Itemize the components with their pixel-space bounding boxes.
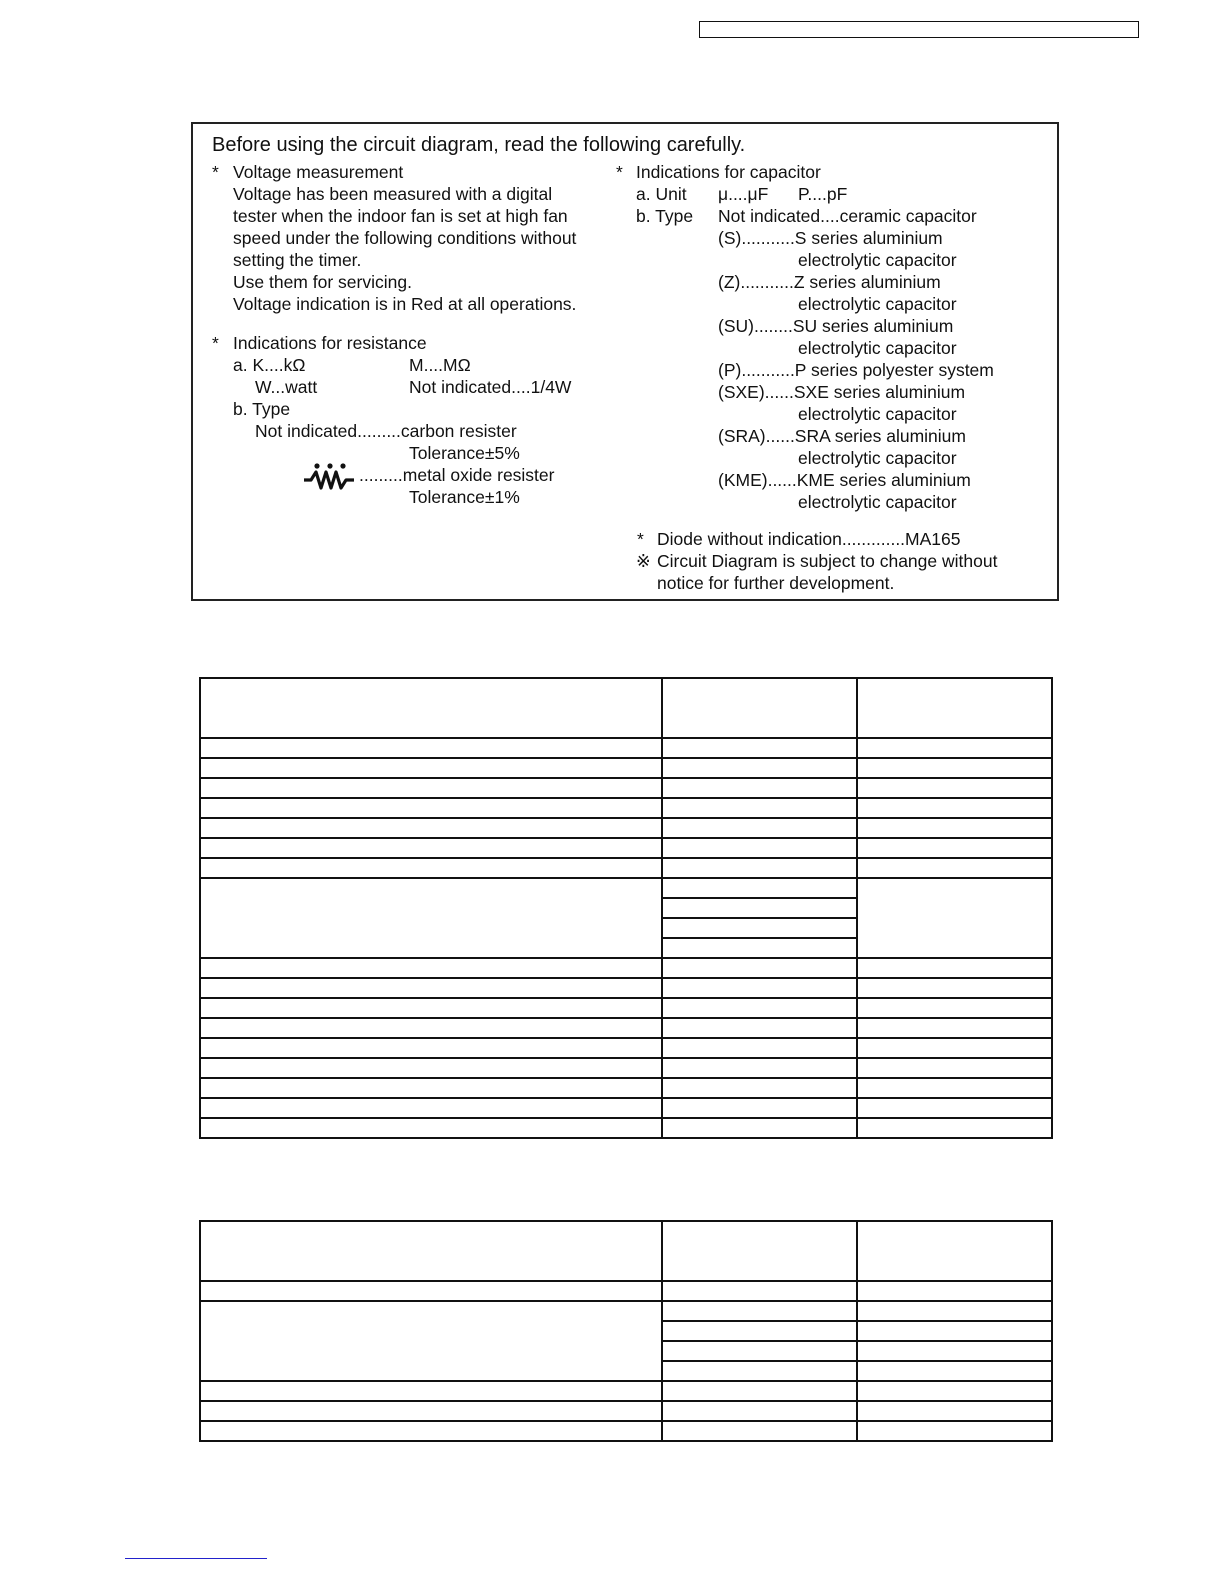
table-row — [200, 818, 1052, 838]
table-row — [200, 1381, 1052, 1401]
bullet: * — [212, 333, 219, 353]
table-row — [200, 838, 1052, 858]
bullet: * — [212, 162, 219, 182]
capacitor-unit-u: μ....μF — [718, 184, 769, 204]
capacitor-entry-desc: electrolytic capacitor — [798, 250, 957, 270]
circuit-diagram-notes — [191, 122, 1059, 601]
resistance-metal: .........metal oxide resister — [359, 465, 555, 485]
capacitor-entry: (P)...........P series polyester system — [718, 360, 994, 380]
capacitor-entry-desc: electrolytic capacitor — [798, 492, 957, 512]
table-row — [200, 1098, 1052, 1118]
resistance-unit-m: M....MΩ — [409, 355, 471, 375]
table-row — [200, 878, 1052, 898]
table-header-row — [200, 1221, 1052, 1281]
table-row — [200, 1038, 1052, 1058]
voltage-line: tester when the indoor fan is set at high fan — [233, 206, 568, 226]
table-row — [200, 1118, 1052, 1138]
capacitor-entry: (SXE)......SXE series aluminium — [718, 382, 966, 402]
table-row — [200, 798, 1052, 818]
table-row — [200, 1401, 1052, 1421]
table-row — [200, 958, 1052, 978]
resistance-unit-w: W...watt — [255, 377, 318, 397]
table-row — [200, 778, 1052, 798]
footer-link-rule — [125, 1558, 267, 1559]
capacitor-entry-desc: electrolytic capacitor — [798, 338, 957, 358]
bullet: * — [616, 162, 623, 182]
table-row — [200, 998, 1052, 1018]
resistance-unit-k: a. K....kΩ — [233, 355, 306, 375]
resistance-carbon: Not indicated.........carbon resister — [255, 421, 517, 441]
voltage-line: speed under the following conditions without — [233, 228, 577, 248]
voltage-line: setting the timer. — [233, 250, 362, 270]
table-row — [200, 1058, 1052, 1078]
reference-mark: ※ — [636, 551, 651, 571]
resistance-unit-default: Not indicated....1/4W — [409, 377, 572, 397]
capacitor-unit-label: a. Unit — [636, 184, 687, 204]
table-row — [200, 978, 1052, 998]
table-row — [200, 1421, 1052, 1441]
capacitor-type-default: Not indicated....ceramic capacitor — [718, 206, 977, 226]
resistance-metal-tolerance: Tolerance±1% — [409, 487, 520, 507]
capacitor-type-label: b. Type — [636, 206, 694, 226]
table-row — [200, 1018, 1052, 1038]
metal-oxide-resistor-icon — [303, 461, 357, 493]
capacitor-entry-desc: electrolytic capacitor — [798, 294, 957, 314]
capacitor-entry: (S)...........S series aluminium — [718, 228, 943, 248]
table-header-row — [200, 678, 1052, 738]
capacitor-heading: Indications for capacitor — [636, 162, 821, 182]
capacitor-entry: (SRA)......SRA series aluminium — [718, 426, 966, 446]
capacitor-entry: (SU)........SU series aluminium — [718, 316, 954, 336]
table-row — [200, 738, 1052, 758]
table-row — [200, 1281, 1052, 1301]
voltage-line: Voltage indication is in Red at all operations. — [233, 294, 577, 314]
table-row — [200, 858, 1052, 878]
resistance-carbon-tolerance: Tolerance±5% — [409, 443, 520, 463]
data-table-2 — [199, 1220, 1053, 1442]
data-table-1 — [199, 677, 1053, 1139]
capacitor-entry: (KME)......KME series aluminium — [718, 470, 971, 490]
diode-note: Diode without indication.............MA165 — [657, 529, 961, 549]
voltage-heading: Voltage measurement — [233, 162, 404, 182]
voltage-line: Voltage has been measured with a digital — [233, 184, 553, 204]
bullet: * — [637, 529, 644, 549]
voltage-line: Use them for servicing. — [233, 272, 412, 292]
header-title-box — [699, 21, 1139, 38]
table-row — [200, 1301, 1052, 1321]
table-row — [200, 1078, 1052, 1098]
table-row — [200, 758, 1052, 778]
capacitor-entry: (Z)...........Z series aluminium — [718, 272, 941, 292]
change-note: Circuit Diagram is subject to change without — [657, 551, 998, 571]
capacitor-unit-p: P....pF — [798, 184, 848, 204]
capacitor-entry-desc: electrolytic capacitor — [798, 404, 957, 424]
notes-title: Before using the circuit diagram, read the following carefully. — [212, 134, 746, 156]
change-note: notice for further development. — [657, 573, 895, 593]
resistance-type-label: b. Type — [233, 399, 291, 419]
capacitor-entry-desc: electrolytic capacitor — [798, 448, 957, 468]
resistance-heading: Indications for resistance — [233, 333, 427, 353]
